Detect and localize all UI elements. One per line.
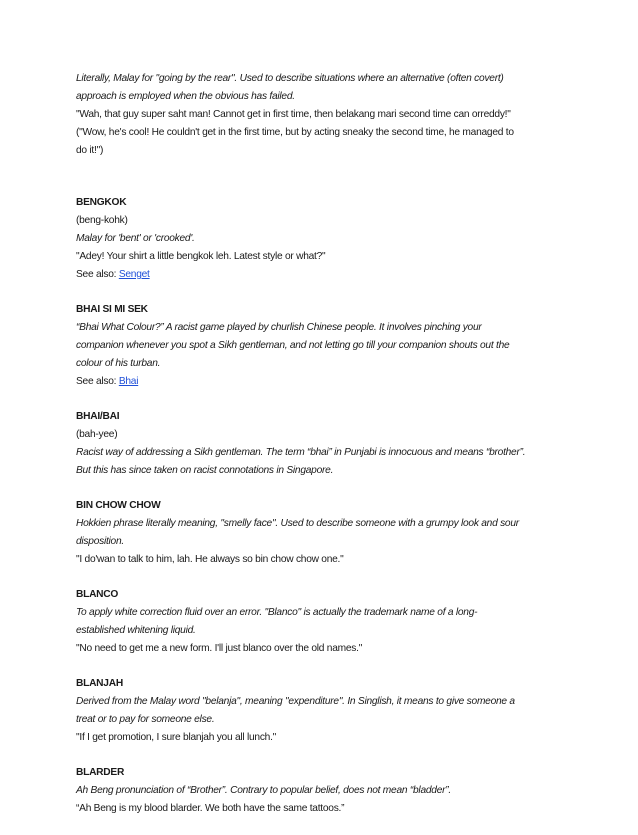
intro-definition-line: Literally, Malay for "going by the rear". Used to describe situations where an alternative (often covert): [76, 73, 504, 84]
headword: BLANCO: [76, 589, 119, 600]
definition-line: Hokkien phrase literally meaning, "smelly face". Used to describe someone with a grumpy look and sour: [76, 518, 519, 529]
see-also-label: See also:: [76, 269, 119, 280]
definition-line: established whitening liquid.: [76, 625, 196, 636]
entry-bin-chow-chow: [76, 497, 570, 569]
example-line: "Adey! Your shirt a little bengkok leh. Latest style or what?": [76, 251, 326, 262]
example-line: "No need to get me a new form. I'll just blanco over the old names.": [76, 643, 363, 654]
definition-line: Racist way of addressing a Sikh gentleman. The term “bhai” in Punjabi is innocuous and means “brother”.: [76, 447, 526, 458]
definition-line: “Bhai What Colour?” A racist game played by churlish Chinese people. It involves pinching your: [76, 322, 482, 333]
headword: BIN CHOW CHOW: [76, 500, 161, 511]
intro-example-line: ("Wow, he's cool! He couldn't get in the first time, but by acting sneaky the second time, he managed to: [76, 127, 514, 138]
definition-line: But this has since taken on racist connotations in Singapore.: [76, 465, 334, 476]
headword: BHAI SI MI SEK: [76, 304, 148, 315]
entry-bhai-si-mi-sek: [76, 301, 570, 391]
pronunciation: (bah-yee): [76, 429, 118, 440]
intro-example-line: do it!"): [76, 145, 104, 156]
example-line: “Ah Beng is my blood blarder. We both have the same tattoos.”: [76, 803, 345, 814]
definition-line: Malay for 'bent' or 'crooked'.: [76, 233, 195, 244]
entry-blanjah: [76, 675, 570, 747]
entry-bhai-bai: [76, 408, 570, 480]
definition-line: Derived from the Malay word "belanja", meaning "expenditure". In Singlish, it means to give someone a: [76, 696, 515, 707]
headword: BENGKOK: [76, 197, 127, 208]
pronunciation: (beng-kohk): [76, 215, 128, 226]
definition-line: disposition.: [76, 536, 124, 547]
definition-line: companion whenever you spot a Sikh gentleman, and not letting go till your companion shouts out the: [76, 340, 510, 351]
headword: BHAI/BAI: [76, 411, 120, 422]
entry-blanco: [76, 586, 570, 658]
intro-entry: [76, 70, 570, 160]
see-also-label: See also:: [76, 376, 119, 387]
entry-blarder: [76, 764, 570, 818]
definition-line: treat or to pay for someone else.: [76, 714, 215, 725]
example-line: "I do'wan to talk to him, lah. He always so bin chow chow one.": [76, 554, 344, 565]
entry-bengkok: [76, 194, 570, 284]
headword: BLANJAH: [76, 678, 123, 689]
definition-line: colour of his turban.: [76, 358, 161, 369]
example-line: "If I get promotion, I sure blanjah you all lunch.": [76, 732, 277, 743]
intro-definition-line: approach is employed when the obvious has failed.: [76, 91, 295, 102]
document-page: [76, 70, 570, 835]
see-also-link-bhai[interactable]: Bhai: [118, 376, 139, 387]
see-also: [76, 373, 570, 391]
see-also-link-senget[interactable]: Senget: [118, 269, 150, 280]
see-also: [76, 266, 570, 284]
intro-example-line: "Wah, that guy super saht man! Cannot get in first time, then belakang mari second time can orreddy!": [76, 109, 511, 120]
headword: BLARDER: [76, 767, 125, 778]
definition-line: To apply white correction fluid over an error. "Blanco" is actually the trademark name of a long-: [76, 607, 478, 618]
definition-line: Ah Beng pronunciation of “Brother”. Contrary to popular belief, does not mean “bladder”.: [76, 785, 451, 796]
